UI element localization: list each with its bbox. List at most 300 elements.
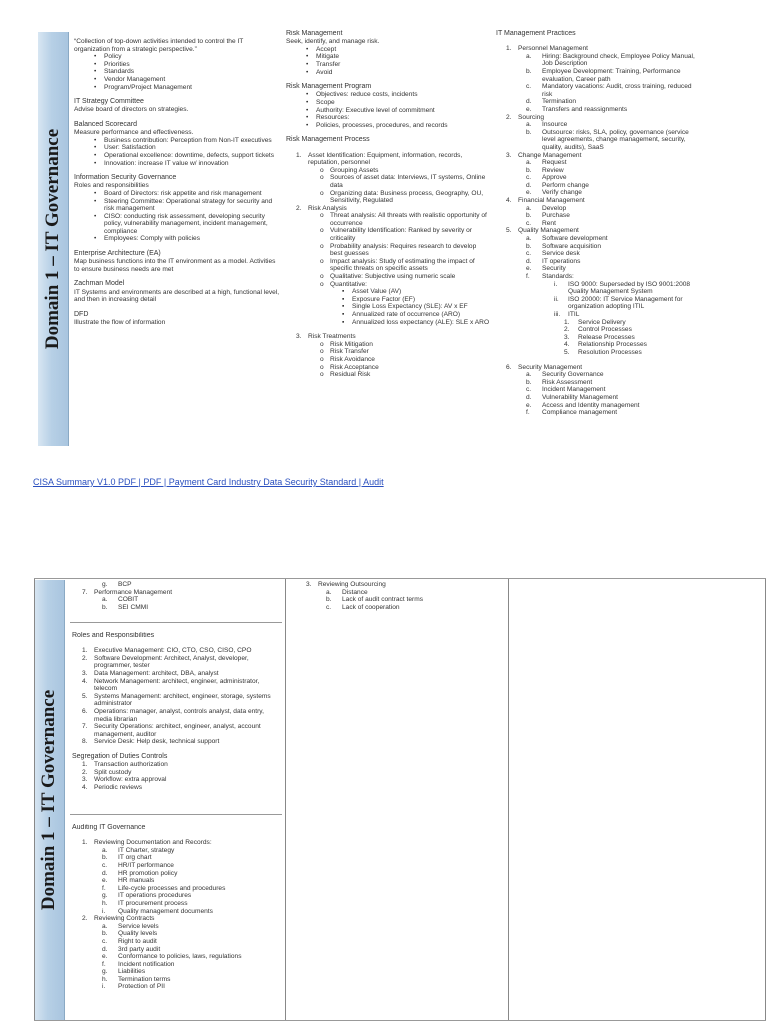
list-item: [496, 182, 696, 190]
list-item: [496, 159, 696, 167]
list-item: [286, 319, 490, 327]
document-title-link[interactable]: CISA Summary V1.0 PDF | PDF | Payment Card Industry Data Security Standard | Audit: [33, 477, 384, 487]
list-item: [286, 333, 490, 341]
list-item-text: Exposure Factor (EF): [352, 295, 416, 303]
list-item: [72, 769, 282, 777]
list-item-text: Asset Value (AV): [352, 288, 402, 296]
list-item-text: Risk Avoidance: [330, 355, 375, 363]
list-item-text: Risk Management Program: [286, 83, 372, 91]
list-item-text: Personnel Management: [518, 45, 589, 53]
page2-column-1-mid: [72, 632, 282, 812]
list-marker: f.: [526, 273, 530, 281]
list-item-text: Single Loss Expectancy (SLE): AV x EF: [352, 303, 468, 311]
list-marker: 7.: [82, 588, 88, 596]
list-marker: h.: [102, 975, 108, 983]
list-item-text: Quantitative:: [330, 280, 368, 288]
list-item: [286, 296, 490, 304]
list-item-text: Executive Management: CIO, CTO, CSO, CISO, CPO: [94, 647, 252, 655]
list-item-text: Innovation: increase IT value w/ innovation: [104, 159, 229, 167]
list-item: [72, 581, 282, 589]
table-border-3: [508, 578, 509, 1020]
spacer: [286, 326, 490, 333]
list-item-text: Quality management documents: [118, 907, 213, 915]
list-item-text: Roles and responsibilities: [74, 182, 149, 190]
list-item-text: Resolution Processes: [578, 348, 642, 356]
table-border-2: [285, 578, 286, 1020]
list-item-text: Protection of PII: [118, 983, 165, 991]
list-item-text: Steering Committee: Operational strategy for security and risk management: [104, 197, 273, 213]
domain-side-banner-2: [34, 580, 65, 1020]
list-marker: 3.: [296, 333, 302, 341]
list-item: [496, 197, 696, 205]
list-item: [286, 91, 490, 99]
section-heading: [74, 250, 280, 258]
spacer: [74, 243, 280, 250]
list-marker: a.: [102, 596, 108, 604]
list-item-text: IT Systems and environments are described at a high, functional level, and then in increasing detail: [74, 288, 280, 304]
list-item-text: Reviewing Outsourcing: [318, 581, 386, 588]
list-item: [286, 243, 490, 258]
section-heading: [72, 753, 282, 761]
list-marker: •: [306, 60, 309, 68]
list-item-text: Outsource: risks, SLA, policy, governance (service level agreements, change management, security, quality, audits), SaaS: [542, 128, 689, 151]
list-item-text: Systems Management: architect, engineer, storage, systems administrator: [94, 692, 271, 708]
list-item-text: ITIL: [568, 310, 580, 318]
list-item-text: Relationship Processes: [578, 341, 647, 349]
list-marker: d.: [102, 869, 108, 877]
list-item-text: Vendor Management: [104, 75, 166, 83]
list-item-text: Operations: manager, analyst, controls analyst, data entry, media librarian: [94, 707, 264, 723]
list-marker: b.: [526, 242, 532, 250]
spacer: [74, 304, 280, 311]
list-item-text: Probability analysis: Requires research to develop best guesses: [330, 242, 477, 258]
list-item: [74, 137, 280, 145]
list-item-text: Balanced Scorecard: [74, 120, 138, 128]
spacer: [72, 832, 282, 839]
list-marker: o: [320, 280, 324, 288]
list-marker: ▪: [342, 295, 345, 303]
list-marker: o: [320, 242, 324, 250]
paragraph: [74, 182, 280, 190]
list-item: [72, 885, 282, 893]
list-item-text: Transaction authorization: [94, 761, 168, 769]
list-item: [496, 364, 696, 372]
list-item-text: Termination: [542, 98, 577, 106]
list-marker: 6.: [82, 707, 88, 715]
list-item: [496, 273, 696, 281]
list-item: [496, 349, 696, 357]
list-item: [496, 220, 696, 228]
list-item: [286, 61, 490, 69]
list-marker: •: [94, 144, 97, 152]
list-item-text: Priorities: [104, 60, 130, 68]
paragraph: [286, 38, 490, 46]
list-marker: h.: [102, 899, 108, 907]
list-item: [72, 930, 282, 938]
list-item: [286, 303, 490, 311]
list-marker: 4.: [82, 677, 88, 685]
list-marker: 1.: [82, 839, 88, 847]
list-item: [286, 69, 490, 77]
section-heading: [72, 632, 282, 640]
list-marker: o: [320, 273, 324, 281]
list-item: [72, 784, 282, 792]
list-marker: 5.: [564, 348, 570, 356]
list-item-text: Board of Directors: risk appetite and risk management: [104, 189, 262, 197]
list-item-text: Performance Management: [94, 588, 173, 596]
list-marker: b.: [526, 166, 532, 174]
list-marker: •: [94, 68, 97, 76]
list-marker: 5.: [506, 227, 512, 235]
list-item-text: Security Operations: architect, engineer, analyst, account management, auditor: [94, 723, 261, 738]
list-item: [286, 174, 490, 189]
list-marker: 4.: [506, 197, 512, 205]
list-marker: c.: [102, 937, 108, 945]
list-item-text: Develop: [542, 204, 567, 212]
table-border-4: [765, 578, 766, 1020]
list-marker: 1.: [82, 761, 88, 769]
list-item: [72, 670, 282, 678]
list-item-text: 3rd party audit: [118, 945, 161, 953]
list-item-text: Segregation of Duties Controls: [72, 752, 168, 760]
list-marker: i.: [554, 280, 558, 288]
list-item: [286, 152, 490, 167]
list-item-text: IT org chart: [118, 854, 152, 862]
list-item-text: IT operations procedures: [118, 892, 192, 900]
list-marker: f.: [102, 884, 106, 892]
list-item-text: Review: [542, 166, 564, 174]
list-item-text: Change Management: [518, 151, 582, 159]
list-item: [72, 961, 282, 969]
list-item: [296, 581, 502, 589]
list-item: [286, 371, 490, 379]
list-marker: •: [306, 98, 309, 106]
list-item: [72, 938, 282, 946]
list-item: [72, 693, 282, 708]
list-item-text: Request: [542, 159, 567, 167]
list-item: [496, 296, 696, 311]
paragraph: [74, 129, 280, 137]
list-item-text: Compliance management: [542, 409, 618, 417]
list-item-text: Vulnerability Identification: Ranked by severity or criticality: [330, 227, 472, 243]
list-marker: e.: [526, 105, 532, 113]
section-heading: [74, 311, 280, 319]
list-item-text: ISO 20000: IT Service Management for organization adopting ITIL: [568, 295, 683, 311]
list-item: [296, 589, 502, 597]
list-item: [74, 152, 280, 160]
spacer: [496, 38, 696, 45]
list-marker: e.: [102, 953, 108, 961]
list-marker: •: [306, 68, 309, 76]
list-item-text: Reviewing Documentation and Records:: [94, 839, 212, 847]
list-item: [286, 258, 490, 273]
paragraph: [74, 38, 280, 53]
list-item: [72, 862, 282, 870]
paragraph: [74, 258, 280, 273]
list-item: [286, 53, 490, 61]
list-item-text: Annualized rate of occurrence (ARO): [352, 311, 461, 319]
list-item: [496, 53, 696, 68]
list-item-text: Risk Mitigation: [330, 340, 373, 348]
list-item: [286, 348, 490, 356]
table-border-1: [34, 578, 35, 1020]
list-item: [72, 983, 282, 991]
list-marker: •: [94, 60, 97, 68]
list-item: [72, 968, 282, 976]
list-item-text: Operational excellence: downtime, defects, support tickets: [104, 151, 275, 159]
list-item-text: Transfers and reassignments: [542, 105, 628, 113]
list-item: [496, 68, 696, 83]
list-item: [496, 212, 696, 220]
list-item-text: Service levels: [118, 922, 159, 930]
list-item-text: Standards: [104, 68, 135, 76]
list-marker: •: [94, 189, 97, 197]
list-marker: 7.: [82, 723, 88, 731]
list-marker: a.: [526, 235, 532, 243]
list-marker: o: [320, 212, 324, 220]
list-item-text: Sourcing: [518, 113, 545, 121]
list-item-text: Policies, processes, procedures, and records: [316, 121, 448, 129]
list-item-text: Impact analysis: Study of estimating the impact of specific threats on specific assets: [330, 257, 475, 273]
list-item-text: Risk Management: [286, 30, 343, 37]
list-marker: c.: [526, 219, 532, 227]
list-item: [72, 892, 282, 900]
list-marker: 2.: [564, 326, 570, 334]
list-item-text: IT Management Practices: [496, 30, 576, 37]
list-item-text: Vulnerability Management: [542, 393, 618, 401]
list-item-text: Accept: [316, 45, 337, 53]
section-heading: [286, 136, 490, 144]
spacer: [74, 91, 280, 98]
spacer: [72, 746, 282, 753]
list-item-text: Standards:: [542, 273, 574, 281]
list-item-text: Seek, identify, and manage risk.: [286, 38, 380, 46]
list-marker: o: [320, 340, 324, 348]
list-item-text: ISO 9000: Superseded by ISO 9001:2008 Quality Management System: [568, 280, 691, 296]
list-item-text: HR/IT performance: [118, 861, 174, 869]
list-item: [496, 121, 696, 129]
list-marker: e.: [102, 877, 108, 885]
list-item: [72, 723, 282, 738]
list-item: [496, 227, 696, 235]
domain-label: Domain 1 – IT Governance: [42, 128, 63, 350]
list-item: [74, 235, 280, 243]
page2-column-1-top: [72, 581, 282, 619]
list-item-text: Illustrate the flow of information: [74, 319, 166, 327]
list-item: [74, 198, 280, 213]
list-item: [496, 341, 696, 349]
list-item: [74, 84, 280, 92]
list-item: [496, 98, 696, 106]
list-item-text: Risk Acceptance: [330, 363, 379, 371]
list-item-text: Incident notification: [118, 960, 175, 968]
list-marker: 2.: [82, 654, 88, 662]
section-divider-2: [70, 814, 282, 815]
list-marker: f.: [102, 960, 106, 968]
list-item: [496, 265, 696, 273]
list-item: [496, 205, 696, 213]
list-item-text: Grouping Assets: [330, 166, 379, 174]
list-marker: •: [94, 197, 97, 205]
section-heading: [74, 280, 280, 288]
list-item-text: Network Management: architect, engineer, administrator, telecom: [94, 677, 260, 693]
section-heading: [496, 30, 696, 38]
section-heading: [74, 121, 280, 129]
list-marker: c.: [526, 250, 532, 258]
list-item: [286, 122, 490, 130]
list-item-text: Advise board of directors on strategies.: [74, 106, 189, 114]
list-item: [496, 311, 696, 319]
list-marker: 6.: [506, 363, 512, 371]
list-marker: 3.: [564, 333, 570, 341]
list-item: [72, 596, 282, 604]
document-page-2: [34, 578, 768, 1024]
spacer: [74, 114, 280, 121]
list-marker: o: [320, 227, 324, 235]
list-item-text: Scope: [316, 98, 335, 106]
list-item: [496, 402, 696, 410]
list-item: [286, 356, 490, 364]
list-item-text: Sources of asset data: Interviews, IT systems, Online data: [330, 174, 486, 189]
list-item: [496, 326, 696, 334]
list-marker: •: [306, 114, 309, 122]
list-marker: d.: [526, 257, 532, 265]
list-item: [286, 212, 490, 227]
domain-label-2: Domain 1 – IT Governance: [38, 689, 59, 911]
list-item: [286, 288, 490, 296]
list-item-text: Annualized loss expectancy (ALE): SLE x ARO: [352, 318, 490, 326]
list-item-text: Risk Analysis: [308, 204, 347, 212]
page1-column-3: [496, 30, 696, 440]
list-item-text: Lack of cooperation: [342, 603, 400, 611]
list-item: [496, 394, 696, 402]
list-item-text: Software development: [542, 235, 608, 243]
list-item-text: Roles and Responsibilities: [72, 632, 155, 639]
list-item: [72, 708, 282, 723]
list-marker: a.: [102, 846, 108, 854]
list-item-text: Risk Transfer: [330, 348, 369, 356]
list-item: [496, 371, 696, 379]
list-item: [72, 953, 282, 961]
list-item-text: Service Delivery: [578, 318, 626, 326]
list-marker: b.: [326, 596, 332, 604]
list-item-text: Right to audit: [118, 937, 157, 945]
list-item-text: Authority: Executive level of commitment: [316, 106, 435, 114]
list-marker: c.: [326, 603, 332, 611]
list-item: [74, 53, 280, 61]
paragraph: [74, 319, 280, 327]
list-marker: o: [320, 363, 324, 371]
section-heading: [286, 30, 490, 38]
list-marker: c.: [526, 174, 532, 182]
list-item: [286, 46, 490, 54]
list-item: [296, 604, 502, 612]
list-item-text: Zachman Model: [74, 280, 125, 288]
list-item-text: Transfer: [316, 60, 341, 68]
list-item-text: IT operations: [542, 257, 581, 265]
list-item-text: Risk Management Process: [286, 136, 370, 144]
list-item: [72, 738, 282, 746]
list-item-text: SEI CMMI: [118, 603, 149, 611]
list-item: [496, 235, 696, 243]
list-item: [286, 99, 490, 107]
list-item-text: Release Processes: [578, 333, 635, 341]
list-marker: iii.: [554, 310, 561, 318]
list-item-text: Qualitative: Subjective using numeric scale: [330, 273, 456, 281]
list-marker: 1.: [82, 647, 88, 655]
list-item: [74, 190, 280, 198]
section-divider-1: [70, 622, 282, 623]
list-marker: c.: [526, 386, 532, 394]
list-item: [496, 174, 696, 182]
list-marker: a.: [526, 52, 532, 60]
page1-column-2: [286, 30, 490, 440]
list-item: [74, 68, 280, 76]
list-item: [286, 273, 490, 281]
list-item-text: Avoid: [316, 68, 333, 76]
list-item-text: User: Satisfaction: [104, 144, 156, 152]
list-marker: e.: [526, 265, 532, 273]
list-marker: ▪: [342, 288, 345, 296]
list-marker: 8.: [82, 738, 88, 746]
list-item-text: IT Charter, strategy: [118, 846, 175, 854]
list-item-text: Reviewing Contracts: [94, 915, 155, 923]
list-item: [496, 281, 696, 296]
list-item-text: Service desk: [542, 250, 580, 258]
list-item: [496, 258, 696, 266]
list-marker: 2.: [296, 204, 302, 212]
list-item: [74, 61, 280, 69]
list-item: [286, 311, 490, 319]
list-item: [496, 106, 696, 114]
list-marker: •: [306, 106, 309, 114]
list-item: [496, 334, 696, 342]
list-marker: i.: [102, 907, 106, 915]
list-marker: e.: [526, 401, 532, 409]
spacer: [74, 167, 280, 174]
list-marker: d.: [526, 181, 532, 189]
section-heading: [74, 98, 280, 106]
list-item: [496, 129, 696, 152]
list-item: [72, 877, 282, 885]
list-item-text: Business contribution: Perception from Non-IT executives: [104, 136, 272, 144]
list-item: [72, 647, 282, 655]
list-item: [286, 205, 490, 213]
list-marker: a.: [326, 588, 332, 596]
list-item-text: Purchase: [542, 212, 570, 220]
list-marker: a.: [102, 922, 108, 930]
list-marker: 4.: [564, 341, 570, 349]
list-item: [496, 167, 696, 175]
list-item-text: HR manuals: [118, 877, 155, 885]
table-bottom-border: [34, 1020, 766, 1021]
list-item-text: Auditing IT Governance: [72, 824, 146, 831]
list-item: [72, 847, 282, 855]
list-marker: c.: [102, 861, 108, 869]
list-marker: c.: [526, 83, 532, 91]
list-item: [72, 900, 282, 908]
list-item-text: Security Governance: [542, 371, 604, 379]
list-item-text: HR promotion policy: [118, 869, 178, 877]
list-marker: •: [94, 83, 97, 91]
list-item-text: Financial Management: [518, 197, 585, 205]
list-item-text: Lack of audit contract terms: [342, 596, 423, 604]
list-marker: 3.: [306, 581, 312, 588]
list-item: [72, 908, 282, 916]
page2-column-1-bottom: [72, 824, 282, 1016]
list-marker: e.: [526, 189, 532, 197]
list-item-text: Risk Treatments: [308, 333, 356, 341]
